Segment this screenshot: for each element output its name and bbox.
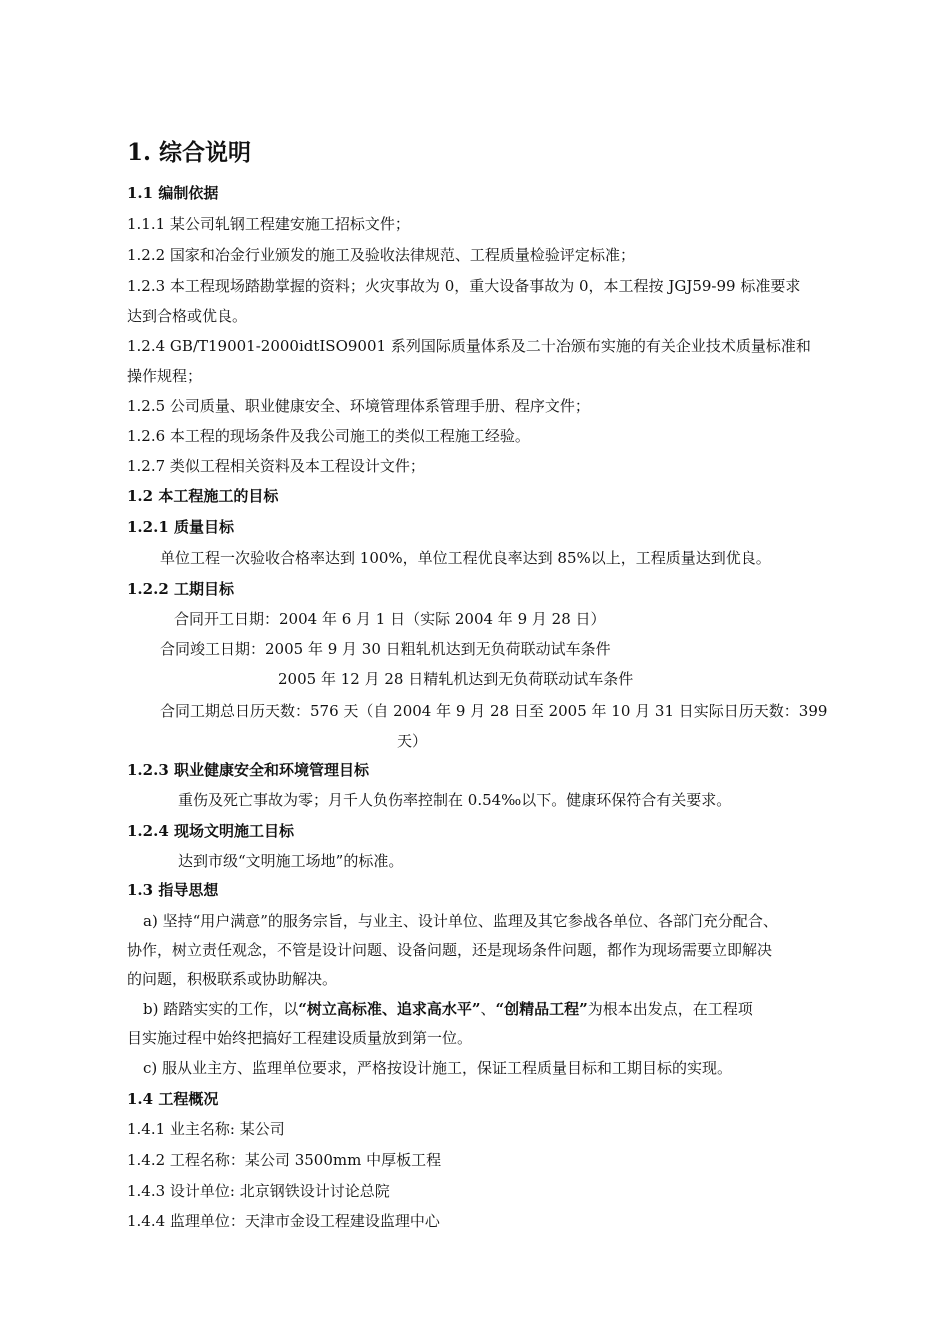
list-item: 1.2.6 本工程的现场条件及我公司施工的类似工程施工经验。 [127, 427, 530, 445]
list-item-continuation: 操作规程； [127, 367, 203, 385]
list-item: 1.1.1 某公司轧钢工程建安施工招标文件； [127, 215, 410, 233]
hse-goal-text: 重伤及死亡事故为零；月千人负伤率控制在 0.54‰以下。健康环保符合有关要求。 [178, 791, 732, 809]
list-item: 1.4.1 业主名称: 某公司 [127, 1120, 285, 1138]
schedule-goal-title: 1.2.2 工期目标 [127, 580, 234, 598]
section-heading: 1. 综合说明 [127, 139, 252, 166]
list-item: 1.4.3 设计单位: 北京钢铁设计讨论总院 [127, 1182, 390, 1200]
quality-goal-text: 单位工程一次验收合格率达到 100%，单位工程优良率达到 85%以上，工程质量达到优良。 [160, 549, 771, 567]
guideline-b-emphasis: “创精品工程” [495, 1000, 588, 1018]
civilized-construction-title: 1.2.4 现场文明施工目标 [127, 822, 294, 840]
subsection-title-1-3: 1.3 指导思想 [127, 881, 219, 899]
guideline-b-text: b) 踏踏实实的工作，以 [143, 1000, 299, 1018]
list-item: 1.2.2 国家和冶金行业颁发的施工及验收法律规范、工程质量检验评定标准； [127, 246, 635, 264]
list-item: 1.4.2 工程名称：某公司 3500mm 中厚板工程 [127, 1151, 442, 1169]
guideline-b-separator: 、 [480, 1000, 496, 1018]
contract-start-date: 合同开工日期：2004 年 6 月 1 日（实际 2004 年 9 月 28 日） [174, 610, 606, 628]
contract-total-days: 合同工期总日历天数：576 天（自 2004 年 9 月 28 日至 2005 年 10 月 31 日实际日历天数：399 [160, 702, 828, 720]
guideline-a-continuation: 协作，树立责任观念，不管是设计问题、设备问题，还是现场条件问题，都作为现场需要立即解决 [127, 941, 773, 959]
contract-completion-date-2: 2005 年 12 月 28 日精轧机达到无负荷联动试车条件 [278, 670, 634, 688]
guideline-b-continuation: 目实施过程中始终把搞好工程建设质量放到第一位。 [127, 1029, 473, 1047]
subsection-title-1-2: 1.2 本工程施工的目标 [127, 487, 279, 505]
contract-total-days-continuation: 天） [397, 732, 428, 750]
guideline-a-continuation: 的问题，积极联系或协助解决。 [127, 970, 338, 988]
civilized-construction-text: 达到市级“文明施工场地”的标准。 [178, 852, 404, 870]
guideline-b-emphasis: “树立高标准、追求高水平” [298, 1000, 481, 1018]
list-item: 1.2.4 GB/T19001-2000idtISO9001 系列国际质量体系及二十冶颁布实施的有关企业技术质量标准和 [127, 337, 811, 355]
guideline-b-text: 为根本出发点，在工程项 [587, 1000, 753, 1018]
list-item: 1.2.3 本工程现场踏勘掌握的资料；火灾事故为 0，重大设备事故为 0，本工程按 JGJ59-99 标准要求 [127, 277, 801, 295]
hse-goal-title: 1.2.3 职业健康安全和环境管理目标 [127, 761, 369, 779]
guideline-b [143, 999, 753, 1019]
subsection-title-1-1: 1.1 编制依据 [127, 184, 219, 202]
list-item: 1.2.5 公司质量、职业健康安全、环境管理体系管理手册、程序文件； [127, 397, 590, 415]
guideline-c: c) 服从业主方、监理单位要求，严格按设计施工，保证工程质量目标和工期目标的实现。 [143, 1059, 733, 1077]
subsection-title-1-4: 1.4 工程概况 [127, 1090, 219, 1108]
quality-goal-title: 1.2.1 质量目标 [127, 518, 234, 536]
list-item: 1.2.7 类似工程相关资料及本工程设计文件； [127, 457, 425, 475]
guideline-a: a) 坚持“用户满意”的服务宗旨，与业主、设计单位、监理及其它参战各单位、各部门充分配合、 [143, 912, 778, 930]
list-item-continuation: 达到合格或优良。 [127, 307, 248, 325]
contract-completion-date: 合同竣工日期：2005 年 9 月 30 日粗轧机达到无负荷联动试车条件 [160, 640, 611, 658]
list-item: 1.4.4 监理单位：天津市金设工程建设监理中心 [127, 1212, 440, 1230]
